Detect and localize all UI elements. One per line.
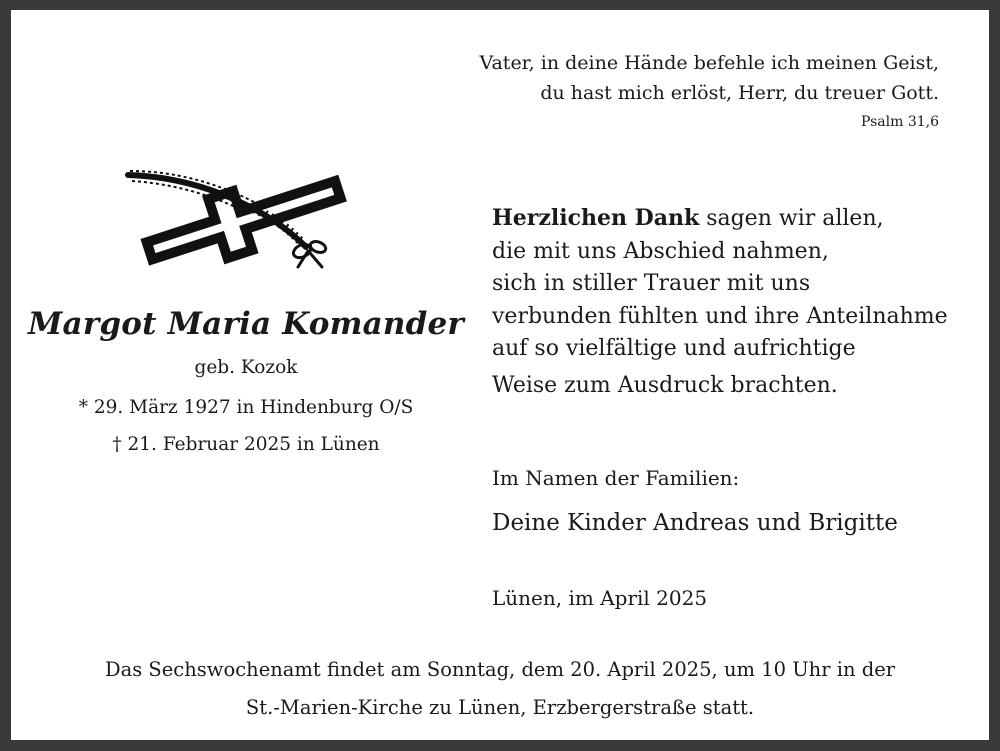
thanks-heading: Herzlichen Dank	[492, 205, 700, 231]
maiden-name: geb. Kozok	[194, 357, 298, 378]
thanks-line: die mit uns Abschied nahmen,	[492, 238, 829, 264]
verse-line-2: du hast mich erlöst, Herr, du treuer Gott.	[540, 82, 939, 104]
thanks-line: auf so vielfältige und aufrichtige	[492, 336, 856, 362]
obituary-card	[11, 10, 989, 740]
family-label: Im Namen der Familien:	[492, 466, 740, 490]
thanks-line-1	[492, 202, 948, 236]
thanks-line: Weise zum Ausdruck brachten.	[492, 372, 838, 398]
deceased-name: Margot Maria Komander	[28, 306, 464, 342]
death-date: † 21. Februar 2025 in Lünen	[112, 434, 380, 455]
thanks-line: verbunden fühlten und ihre Anteilnahme	[492, 303, 948, 329]
verse-reference: Psalm 31,6	[861, 114, 939, 130]
verse-line-1: Vater, in deine Hände befehle ich meinen Geist,	[479, 52, 939, 74]
thanks-line: sich in stiller Trauer mit uns	[492, 271, 811, 297]
thanks-line-1-rest: sagen wir allen,	[699, 206, 884, 231]
place-date: Lünen, im April 2025	[492, 586, 708, 610]
family-names: Deine Kinder Andreas und Brigitte	[492, 510, 898, 536]
thanks-text	[492, 202, 948, 403]
cross-with-palm-branch-icon	[124, 163, 360, 269]
memorial-service-line-2: St.-Marien-Kirche zu Lünen, Erzbergerstraße statt.	[245, 696, 755, 719]
birth-date: * 29. März 1927 in Hindenburg O/S	[78, 397, 414, 418]
memorial-service-line-1: Das Sechswochenamt findet am Sonntag, dem 20. April 2025, um 10 Uhr in der	[104, 658, 896, 681]
